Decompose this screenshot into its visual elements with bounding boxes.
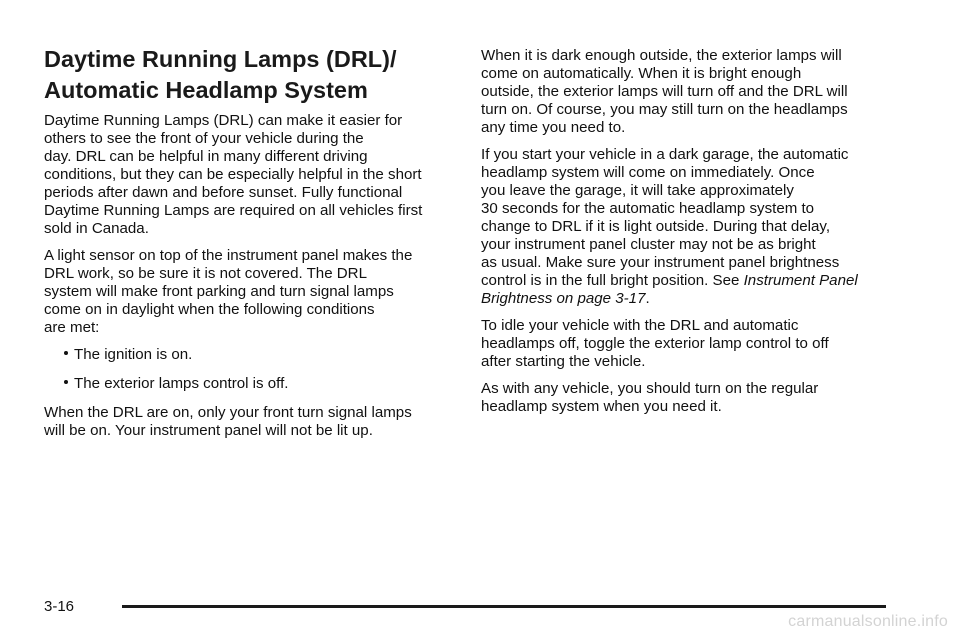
regular-headlamps-paragraph: As with any vehicle, you should turn on the regular headlamp system when you need it. — [481, 380, 819, 415]
section-title — [44, 44, 454, 106]
section-title-line-2: Automatic Headlamp System — [44, 77, 368, 103]
page-number: 3-16 — [44, 598, 75, 615]
cross-reference-link[interactable]: Instrument Panel Brightness on page 3-17 — [481, 272, 858, 307]
page-footer — [44, 598, 886, 618]
bullet-icon — [64, 380, 68, 384]
condition-text: The exterior lamps control is off. — [74, 375, 289, 392]
light-sensor-paragraph: A light sensor on top of the instrument panel makes the DRL work, so be sure it is not covered. The DRL system will make front parking and turn signal lamps come on in daylight when the following conditions are met: — [44, 247, 413, 336]
list-item — [44, 346, 454, 364]
condition-text: The ignition is on. — [74, 346, 193, 363]
left-column — [44, 112, 454, 449]
dark-garage-paragraph — [481, 146, 911, 308]
automatic-lamps-paragraph: When it is dark enough outside, the exterior lamps will come on automatically. When it is bright enough outside, the exterior lamps will turn off and the DRL will turn on. Of course, you may still turn on the headlamps any time you need to. — [481, 47, 848, 136]
bullet-icon — [64, 351, 68, 355]
drl-intro-paragraph: Daytime Running Lamps (DRL) can make it easier for others to see the front of your vehicle during the day. DRL can be helpful in many different driving conditions, but they can be especially helpful in the short periods after dawn and before sunset. Fully functional Daytime Running Lamps are required on all vehicles first sold in Canada. — [44, 112, 423, 237]
dark-garage-period: . — [645, 290, 650, 307]
section-title-line-1: Daytime Running Lamps (DRL)/ — [44, 46, 397, 72]
footer-rule — [122, 605, 886, 608]
conditions-list — [44, 346, 454, 393]
dark-garage-text: If you start your vehicle in a dark garage, the automatic headlamp system will come on immediately. Once you leave the garage, it will take approximately 30 seconds for the automatic headlamp system to change to DRL if it is light outside. During that delay, your instrument panel cluster may not be as bright as usual. Make sure your instrument panel brightness control is in the full bright position. See — [481, 146, 849, 289]
idle-paragraph: To idle your vehicle with the DRL and automatic headlamps off, toggle the exterior lamp control to off after starting the vehicle. — [481, 317, 829, 370]
right-column — [481, 47, 911, 425]
list-item — [44, 375, 454, 393]
watermark: carmanualsonline.info — [788, 613, 948, 630]
drl-on-paragraph: When the DRL are on, only your front turn signal lamps will be on. Your instrument panel will not be lit up. — [44, 404, 412, 439]
